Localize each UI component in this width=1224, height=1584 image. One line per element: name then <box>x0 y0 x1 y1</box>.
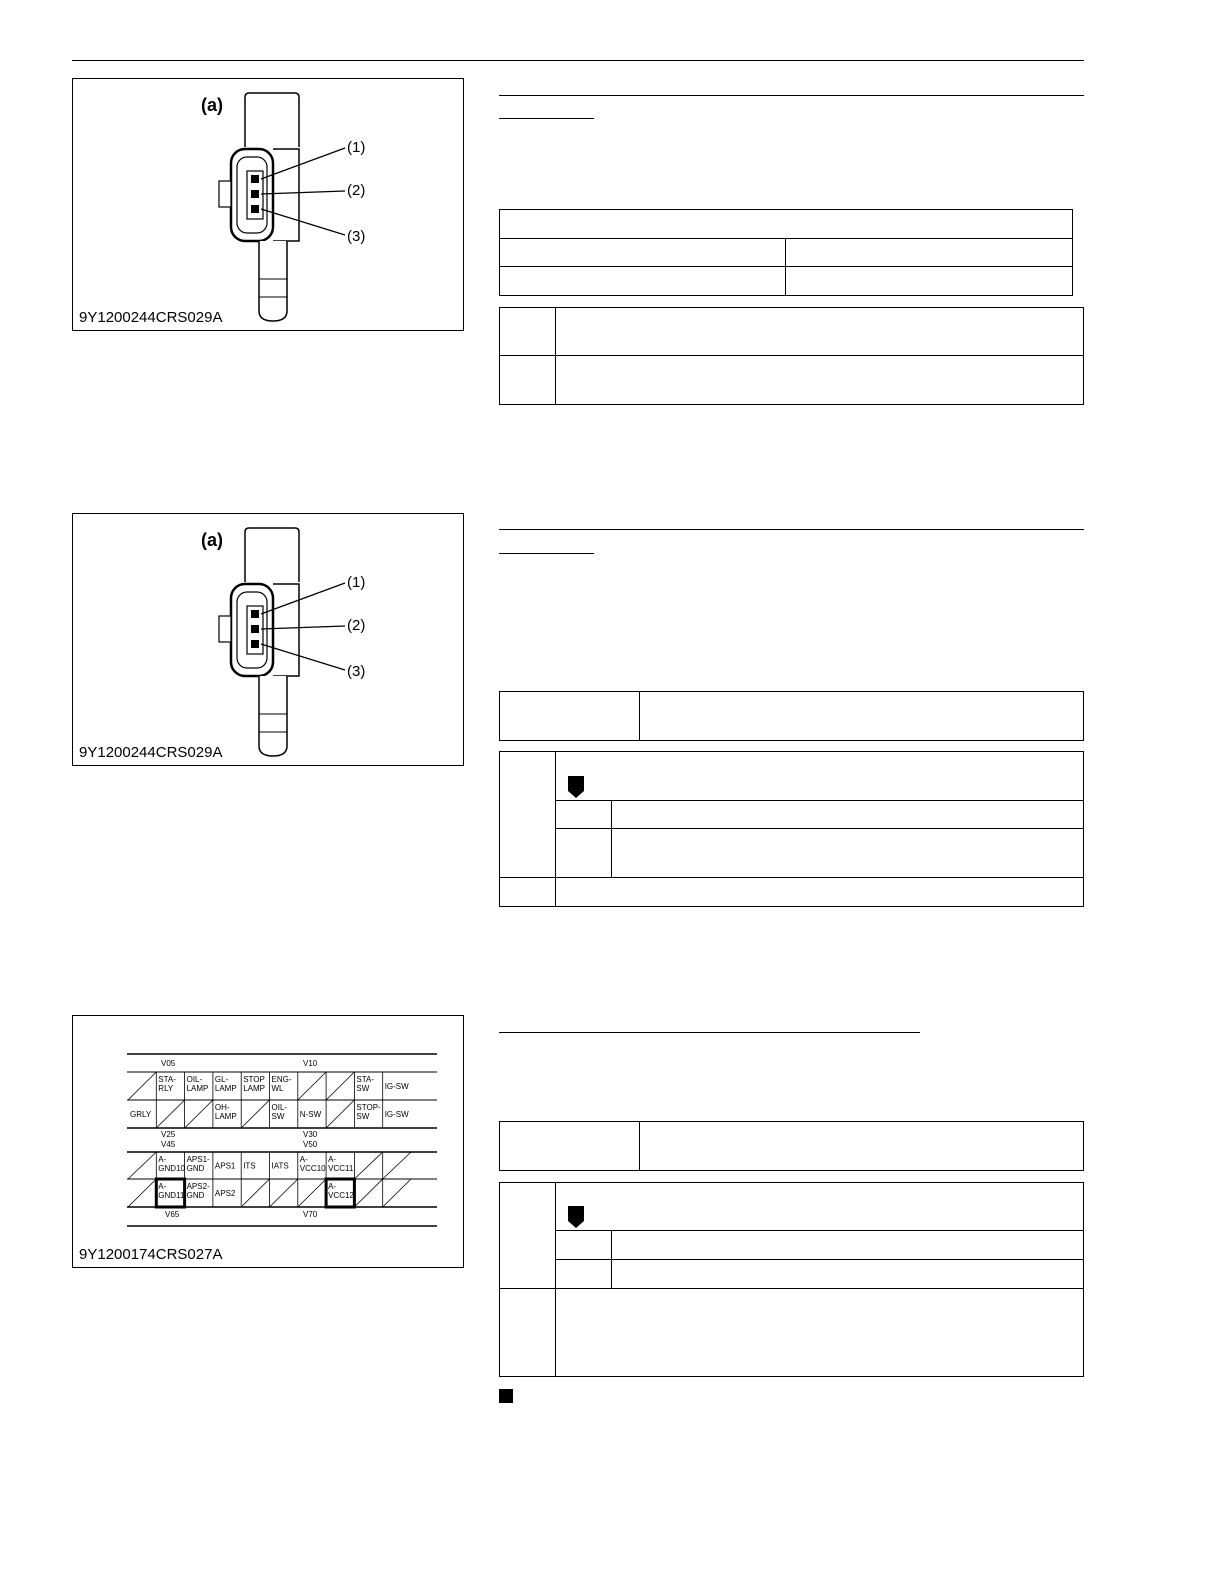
callout-3: (3) <box>347 663 366 680</box>
unused-pin-slash <box>128 1179 156 1207</box>
pin-number-label: V25 <box>161 1130 176 1139</box>
connector-figure-1 <box>72 78 464 331</box>
pin-label: A-VCC12 <box>328 1182 354 1200</box>
figure-caption: 9Y1200244CRS029A <box>79 744 223 761</box>
section-2-rule <box>499 529 1084 530</box>
pin-label: ENG-WL <box>271 1075 292 1093</box>
pin-label: STA-SW <box>356 1075 375 1093</box>
pin-label: A-VCC11 <box>328 1155 354 1173</box>
unused-pin-slash <box>354 1152 382 1179</box>
unused-pin-slash <box>354 1179 382 1207</box>
pin-number-label: V50 <box>303 1140 318 1149</box>
pointer-marker-icon <box>567 1205 585 1229</box>
table-rule <box>555 1259 1084 1260</box>
callout-2: (2) <box>347 617 366 634</box>
pin-label: APS1 <box>214 1161 236 1171</box>
table-rule <box>555 1182 556 1377</box>
callout-1: (1) <box>347 139 366 156</box>
unused-pin-slash <box>270 1179 298 1207</box>
section-1-result-table <box>499 307 1084 405</box>
sensor-connector-drawing <box>73 79 463 330</box>
unused-pin-slash <box>241 1179 269 1207</box>
table-rule <box>499 355 1084 356</box>
pin-number-label: V65 <box>165 1210 180 1219</box>
ecu-connector-pin-grid <box>73 1016 463 1267</box>
pin-number-label: V05 <box>161 1059 176 1068</box>
unused-pin-slash <box>128 1152 156 1179</box>
pin-label: IG-SW <box>384 1110 409 1119</box>
ecu-connector-figure <box>72 1015 464 1268</box>
section-1-title-underline <box>499 118 594 119</box>
table-rule <box>639 1121 640 1171</box>
sensor-connector-drawing <box>73 514 463 765</box>
pin-label: GL-LAMP <box>214 1075 237 1093</box>
pin-label: GRLY <box>130 1110 152 1119</box>
section-1-rule <box>499 95 1084 96</box>
table-rule <box>555 800 1084 801</box>
unused-pin-slash <box>298 1072 326 1100</box>
figure-caption: 9Y1200244CRS029A <box>79 309 223 326</box>
view-label: (a) <box>201 95 223 115</box>
table-rule <box>639 691 640 741</box>
pin-label: OH-LAMP <box>214 1103 237 1121</box>
unused-pin-slash <box>241 1100 269 1128</box>
callout-2: (2) <box>347 182 366 199</box>
table-rule <box>611 1230 612 1288</box>
pin-label: ITS <box>243 1161 256 1171</box>
unused-pin-slash <box>185 1100 213 1128</box>
pin-label: STOP-SW <box>356 1103 381 1121</box>
table-rule <box>499 238 1073 239</box>
table-rule <box>555 751 556 907</box>
pin-label: OIL-LAMP <box>186 1075 209 1093</box>
pin-number-label: V10 <box>303 1059 318 1068</box>
pin-number-label: V45 <box>161 1140 176 1149</box>
unused-pin-slash <box>128 1072 156 1100</box>
table-rule <box>499 266 1073 267</box>
table-rule <box>555 1230 1084 1231</box>
table-rule <box>499 1288 1084 1289</box>
section-3-result-table <box>499 1182 1084 1377</box>
pin-label: STOP LAMP <box>243 1075 265 1093</box>
section-2-spec-table <box>499 691 1084 741</box>
pin-label: STA-RLY <box>158 1075 176 1093</box>
section-1-spec-table <box>499 209 1073 296</box>
figure-caption: 9Y1200174CRS027A <box>79 1246 223 1263</box>
pointer-marker-icon <box>567 775 585 799</box>
callout-3: (3) <box>347 228 366 245</box>
note-square-icon <box>499 1389 513 1403</box>
table-rule <box>499 877 1084 878</box>
pin-label: A-GND10 <box>158 1155 185 1173</box>
pin-label: IATS <box>271 1161 289 1171</box>
pin-label: APS1-GND <box>186 1155 210 1173</box>
pin-label: APS2 <box>214 1189 236 1198</box>
table-rule <box>611 800 612 877</box>
unused-pin-slash <box>383 1152 411 1179</box>
unused-pin-slash <box>156 1100 184 1128</box>
pin-label: IG-SW <box>384 1082 409 1091</box>
unused-pin-slash <box>326 1072 354 1100</box>
table-rule <box>785 238 786 296</box>
table-rule <box>555 828 1084 829</box>
section-2-result-table <box>499 751 1084 907</box>
pin-number-label: V70 <box>303 1210 318 1219</box>
unused-pin-slash <box>383 1179 411 1207</box>
section-3-spec-table <box>499 1121 1084 1171</box>
connector-figure-2 <box>72 513 464 766</box>
pin-label: OIL-SW <box>271 1103 288 1121</box>
view-label: (a) <box>201 530 223 550</box>
pin-label: A-VCC10 <box>299 1155 326 1173</box>
unused-pin-slash <box>298 1179 326 1207</box>
pin-label: A-GND11 <box>158 1182 185 1200</box>
pin-label: N-SW <box>299 1110 322 1119</box>
table-rule <box>555 307 556 405</box>
pin-number-label: V30 <box>303 1130 318 1139</box>
page-header-rule <box>72 60 1084 61</box>
section-3-title-underline <box>499 1032 920 1033</box>
unused-pin-slash <box>326 1100 354 1128</box>
pin-label: APS2-GND <box>186 1182 210 1200</box>
callout-1: (1) <box>347 574 366 591</box>
section-2-title-underline <box>499 553 594 554</box>
